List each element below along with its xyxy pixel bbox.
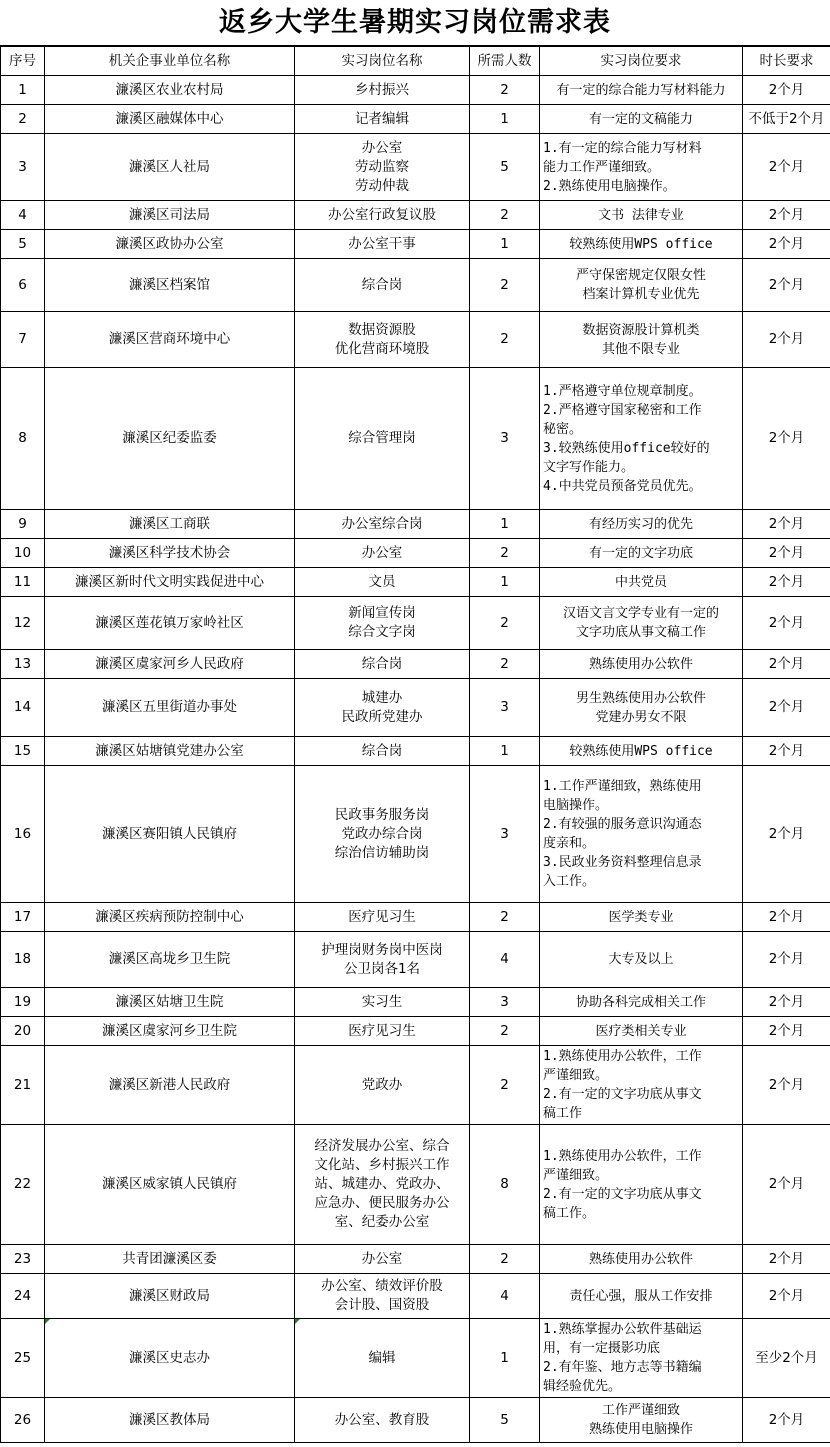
cell-requirements [540, 259, 743, 312]
requirement-line: 熟练使用办公软件 [588, 656, 693, 672]
cell-post [295, 76, 470, 105]
cell-count: 2 [470, 597, 540, 650]
post-line: 办公室 [361, 544, 403, 561]
cell-no: 24 [1, 1274, 45, 1319]
cell-post [295, 1046, 470, 1125]
requirement-line: 3.民政业务资料整理信息录 [543, 855, 702, 870]
requirement-line: 医学类专业 [608, 909, 674, 925]
post-line: 民政事务服务岗 [334, 806, 430, 823]
cell-count: 3 [470, 766, 540, 903]
cell-count: 5 [470, 1398, 540, 1443]
cell-post [295, 597, 470, 650]
requirement-line: 汉语文言文学专业有一定的 [562, 606, 719, 621]
cell-post [295, 1274, 470, 1319]
cell-post [295, 1017, 470, 1046]
cell-unit: 濂溪区工商联 [45, 510, 295, 539]
cell-duration: 2个月 [743, 76, 830, 105]
cell-unit: 濂溪区人社局 [45, 134, 295, 201]
cell-requirements [540, 76, 743, 105]
cell-duration: 2个月 [743, 1398, 830, 1443]
requirement-line: 责任心强，服从工作安排 [569, 1288, 713, 1304]
requirement-line: 文字功底从事文稿工作 [575, 625, 706, 640]
cell-unit: 濂溪区新时代文明实践促进中心 [45, 568, 295, 597]
cell-requirements [540, 650, 743, 679]
table-row [1, 650, 830, 679]
table-row [1, 737, 830, 766]
cell-post [295, 737, 470, 766]
table-row [1, 1125, 830, 1245]
cell-unit: 濂溪区史志办 [45, 1319, 295, 1398]
requirement-line: 1.熟练使用办公软件，工作 [543, 1049, 702, 1064]
header-duration: 时长要求 [743, 47, 830, 76]
post-line: 办公室、绩效评价股 [321, 1278, 443, 1294]
requirement-line: 4.中共党员预备党员优先。 [543, 478, 702, 494]
cell-count: 1 [470, 568, 540, 597]
post-line: 民政所党建办 [341, 708, 423, 725]
cell-unit: 濂溪区五里街道办事处 [45, 679, 295, 737]
cell-no: 7 [1, 312, 45, 368]
requirement-line: 档案计算机专业优先 [582, 287, 700, 302]
cell-post [295, 134, 470, 201]
post-line: 综合文字岗 [348, 624, 416, 640]
requirement-line: 较熟练使用WPS office [569, 743, 713, 759]
cell-duration: 至少2个月 [743, 1319, 830, 1398]
cell-duration: 2个月 [743, 539, 830, 568]
post-line: 医疗见习生 [348, 1022, 416, 1039]
requirement-line: 2.严格遵守国家秘密和工作 [543, 402, 702, 418]
cell-count: 1 [470, 230, 540, 259]
cell-no: 6 [1, 259, 45, 312]
cell-post [295, 201, 470, 230]
cell-duration: 2个月 [743, 679, 830, 737]
cell-requirements [540, 1125, 743, 1245]
post-line: 编辑 [368, 1349, 396, 1366]
cell-post [295, 1319, 470, 1398]
cell-count: 3 [470, 368, 540, 510]
requirement-line: 有一定的文字功底 [588, 545, 693, 561]
cell-no: 8 [1, 368, 45, 510]
table-row [1, 679, 830, 737]
post-line: 劳动仲裁 [355, 177, 409, 194]
cell-duration: 2个月 [743, 988, 830, 1017]
requirement-line: 电脑操作。 [543, 798, 609, 813]
cell-no: 11 [1, 568, 45, 597]
cell-unit: 濂溪区新港人民政府 [45, 1046, 295, 1125]
post-line: 室、纪委办公室 [334, 1214, 430, 1230]
cell-count: 4 [470, 932, 540, 988]
cell-count: 2 [470, 539, 540, 568]
cell-duration: 2个月 [743, 134, 830, 201]
cell-no: 4 [1, 201, 45, 230]
cell-unit: 濂溪区科学技术协会 [45, 539, 295, 568]
cell-unit: 濂溪区高垅乡卫生院 [45, 932, 295, 988]
table-row [1, 105, 830, 134]
cell-unit: 濂溪区财政局 [45, 1274, 295, 1319]
table-row [1, 368, 830, 510]
requirement-line: 文字写作能力。 [543, 459, 635, 475]
cell-no: 13 [1, 650, 45, 679]
cell-no: 9 [1, 510, 45, 539]
cell-requirements [540, 1046, 743, 1125]
requirement-line: 文书 法律专业 [598, 207, 684, 223]
cell-count: 1 [470, 737, 540, 766]
cell-count: 2 [470, 1046, 540, 1125]
cell-unit: 濂溪区莲花镇万家岭社区 [45, 597, 295, 650]
header-requirements: 实习岗位要求 [540, 47, 743, 76]
cell-requirements [540, 312, 743, 368]
requirement-line: 熟练使用电脑操作 [588, 1422, 693, 1437]
cell-duration: 2个月 [743, 1245, 830, 1274]
post-line: 综合管理岗 [348, 430, 416, 446]
requirement-line: 秘密。 [543, 421, 583, 437]
post-line: 办公室干事 [348, 235, 416, 252]
page-title: 返乡大学生暑期实习岗位需求表 [0, 0, 830, 46]
cell-post [295, 368, 470, 510]
requirement-line: 用，有一定摄影功底 [543, 1341, 661, 1356]
header-post: 实习岗位名称 [295, 47, 470, 76]
cell-no: 21 [1, 1046, 45, 1125]
table-row [1, 1319, 830, 1398]
cell-count: 3 [470, 679, 540, 737]
requirement-line: 稿工作。 [543, 1205, 596, 1221]
cell-unit: 濂溪区疾病预防控制中心 [45, 903, 295, 932]
cell-requirements [540, 134, 743, 201]
table-row [1, 988, 830, 1017]
post-line: 城建办 [361, 689, 403, 706]
cell-post [295, 105, 470, 134]
post-line: 数据资源股 [348, 321, 416, 338]
post-line: 经济发展办公室、综合 [314, 1138, 450, 1154]
post-line: 党政办综合岗 [341, 825, 423, 842]
cell-requirements [540, 510, 743, 539]
requirement-line: 度亲和。 [543, 836, 596, 851]
requirement-line: 有经历实习的优先 [588, 516, 693, 532]
cell-post [295, 903, 470, 932]
cell-no: 3 [1, 134, 45, 201]
table-row [1, 597, 830, 650]
table-row [1, 1046, 830, 1125]
cell-duration: 2个月 [743, 650, 830, 679]
cell-requirements [540, 568, 743, 597]
requirement-line: 协助各科完成相关工作 [575, 994, 706, 1010]
cell-no: 19 [1, 988, 45, 1017]
cell-unit: 共青团濂溪区委 [45, 1245, 295, 1274]
cell-post [295, 932, 470, 988]
cell-post [295, 539, 470, 568]
cell-post [295, 1125, 470, 1245]
cell-requirements [540, 539, 743, 568]
post-line: 护理岗财务岗中医岗 [321, 941, 443, 958]
table-row [1, 539, 830, 568]
cell-duration: 2个月 [743, 510, 830, 539]
cell-duration: 2个月 [743, 1125, 830, 1245]
requirement-line: 2.有一定的文字功底从事文 [543, 1087, 702, 1102]
requirement-line: 2.有一定的文字功底从事文 [543, 1186, 702, 1202]
table-header-row [1, 47, 830, 76]
post-line: 党政办 [361, 1076, 403, 1093]
cell-no: 16 [1, 766, 45, 903]
post-line: 办公室综合岗 [341, 515, 423, 532]
cell-count: 2 [470, 259, 540, 312]
cell-count: 8 [470, 1125, 540, 1245]
requirement-line: 1.有一定的综合能力写材料 [543, 140, 702, 156]
cell-count: 2 [470, 76, 540, 105]
cell-count: 5 [470, 134, 540, 201]
cell-count: 2 [470, 1017, 540, 1046]
cell-requirements [540, 1319, 743, 1398]
requirement-line: 1.熟练掌握办公软件基础运 [543, 1322, 702, 1337]
post-line: 实习生 [361, 993, 403, 1010]
cell-count: 1 [470, 105, 540, 134]
cell-no: 12 [1, 597, 45, 650]
cell-unit: 濂溪区姑塘卫生院 [45, 988, 295, 1017]
cell-unit: 濂溪区赛阳镇人民镇府 [45, 766, 295, 903]
requirement-line: 熟练使用办公软件 [588, 1251, 693, 1267]
cell-unit: 濂溪区姑塘镇党建办公室 [45, 737, 295, 766]
cell-count: 3 [470, 988, 540, 1017]
requirement-line: 有一定的文稿能力 [588, 111, 693, 127]
cell-count: 2 [470, 201, 540, 230]
cell-no: 1 [1, 76, 45, 105]
cell-requirements [540, 105, 743, 134]
cell-duration: 2个月 [743, 1274, 830, 1319]
post-line: 优化营商环境股 [334, 340, 430, 357]
cell-requirements [540, 201, 743, 230]
post-line: 办公室 [361, 139, 403, 156]
post-line: 站、城建办、党政办、 [314, 1176, 450, 1192]
cell-no: 25 [1, 1319, 45, 1398]
cell-unit: 濂溪区农业农村局 [45, 76, 295, 105]
post-line: 综合岗 [361, 276, 403, 293]
requirement-line: 1.工作严谨细致，熟练使用 [543, 779, 702, 794]
table-row [1, 230, 830, 259]
cell-duration: 2个月 [743, 201, 830, 230]
requirement-line: 大专及以上 [608, 952, 674, 967]
cell-count: 2 [470, 1245, 540, 1274]
post-line: 办公室 [361, 1250, 403, 1267]
cell-post [295, 766, 470, 903]
cell-unit: 濂溪区虞家河乡卫生院 [45, 1017, 295, 1046]
cell-duration: 2个月 [743, 1017, 830, 1046]
cell-duration: 2个月 [743, 766, 830, 903]
post-line: 文员 [368, 573, 396, 590]
post-line: 办公室行政复议股 [328, 206, 436, 223]
cell-post [295, 1245, 470, 1274]
cell-no: 20 [1, 1017, 45, 1046]
post-line: 会计股、国资股 [334, 1297, 430, 1313]
cell-requirements [540, 903, 743, 932]
table-row [1, 1245, 830, 1274]
cell-unit: 濂溪区政协办公室 [45, 230, 295, 259]
cell-unit: 濂溪区教体局 [45, 1398, 295, 1443]
post-line: 劳动监察 [355, 158, 409, 175]
header-no: 序号 [1, 47, 45, 76]
cell-count: 4 [470, 1274, 540, 1319]
post-line: 公卫岗各1名 [343, 960, 421, 977]
cell-post [295, 259, 470, 312]
requirement-line: 入工作。 [543, 874, 596, 889]
cell-requirements [540, 230, 743, 259]
cell-duration: 2个月 [743, 568, 830, 597]
table-row [1, 201, 830, 230]
requirement-line: 工作严谨细致 [601, 1403, 680, 1418]
cell-no: 5 [1, 230, 45, 259]
requirement-line: 2.熟练使用电脑操作。 [543, 178, 676, 194]
table-row [1, 932, 830, 988]
post-line: 办公室、教育股 [334, 1411, 430, 1428]
cell-requirements [540, 737, 743, 766]
cell-duration: 2个月 [743, 903, 830, 932]
cell-post [295, 312, 470, 368]
cell-requirements [540, 766, 743, 903]
header-unit: 机关企事业单位名称 [45, 47, 295, 76]
cell-unit: 濂溪区威家镇人民镇府 [45, 1125, 295, 1245]
table-row [1, 134, 830, 201]
post-line: 医疗见习生 [348, 908, 416, 925]
cell-no: 15 [1, 737, 45, 766]
table-row [1, 1274, 830, 1319]
requirement-line: 2.有年鉴、地方志等书籍编 [543, 1360, 702, 1375]
cell-no: 17 [1, 903, 45, 932]
cell-requirements [540, 368, 743, 510]
cell-post [295, 679, 470, 737]
requirement-line: 数据资源股计算机类 [582, 322, 700, 338]
cell-count: 2 [470, 312, 540, 368]
post-line: 乡村振兴 [355, 81, 409, 98]
table-row [1, 766, 830, 903]
cell-no: 10 [1, 539, 45, 568]
requirement-line: 较熟练使用WPS office [569, 236, 713, 252]
requirement-line: 3.较熟练使用office较好的 [543, 440, 710, 456]
requirement-line: 2.有较强的服务意识沟通态 [543, 817, 702, 832]
requirement-line: 稿工作 [543, 1106, 583, 1121]
cell-unit: 濂溪区营商环境中心 [45, 312, 295, 368]
cell-duration: 2个月 [743, 312, 830, 368]
cell-unit: 濂溪区档案馆 [45, 259, 295, 312]
table-row [1, 1398, 830, 1443]
requirement-line: 医疗类相关专业 [595, 1023, 687, 1039]
header-count: 所需人数 [470, 47, 540, 76]
requirement-line: 能力工作严谨细致。 [543, 159, 661, 175]
requirement-line: 中共党员 [614, 574, 667, 590]
post-line: 综合岗 [361, 742, 403, 759]
cell-duration: 2个月 [743, 259, 830, 312]
cell-no: 23 [1, 1245, 45, 1274]
requirement-line: 其他不限专业 [601, 341, 680, 357]
cell-unit: 濂溪区司法局 [45, 201, 295, 230]
table-row [1, 312, 830, 368]
table-row [1, 903, 830, 932]
table-row [1, 259, 830, 312]
requirement-line: 辑经验优先。 [543, 1379, 622, 1394]
cell-post [295, 988, 470, 1017]
post-line: 综合岗 [361, 655, 403, 672]
cell-no: 14 [1, 679, 45, 737]
cell-duration: 不低于2个月 [743, 105, 830, 134]
cell-post [295, 230, 470, 259]
cell-post [295, 1398, 470, 1443]
cell-requirements [540, 1398, 743, 1443]
cell-no: 26 [1, 1398, 45, 1443]
cell-no: 2 [1, 105, 45, 134]
table-row [1, 76, 830, 105]
requirement-line: 党建办男女不限 [595, 709, 687, 725]
table-row [1, 510, 830, 539]
cell-post [295, 650, 470, 679]
requirement-line: 严谨细致。 [543, 1167, 609, 1183]
cell-no: 22 [1, 1125, 45, 1245]
cell-count: 1 [470, 510, 540, 539]
cell-duration: 2个月 [743, 230, 830, 259]
cell-unit: 濂溪区融媒体中心 [45, 105, 295, 134]
cell-duration: 2个月 [743, 737, 830, 766]
cell-post [295, 510, 470, 539]
post-line: 应急办、便民服务办公 [314, 1195, 450, 1211]
internship-table [0, 46, 830, 1443]
post-line: 记者编辑 [355, 110, 409, 127]
cell-duration: 2个月 [743, 932, 830, 988]
cell-no: 18 [1, 932, 45, 988]
cell-requirements [540, 1017, 743, 1046]
cell-requirements [540, 1245, 743, 1274]
post-line: 文化站、乡村振兴工作 [314, 1157, 450, 1173]
cell-requirements [540, 597, 743, 650]
requirement-line: 严谨细致。 [543, 1068, 609, 1083]
cell-requirements [540, 1274, 743, 1319]
post-line: 新闻宣传岗 [348, 605, 416, 621]
cell-post [295, 568, 470, 597]
cell-count: 2 [470, 650, 540, 679]
cell-unit: 濂溪区纪委监委 [45, 368, 295, 510]
cell-requirements [540, 932, 743, 988]
post-line: 综治信访辅助岗 [334, 844, 430, 861]
table-row [1, 568, 830, 597]
requirement-line: 1.严格遵守单位规章制度。 [543, 383, 702, 399]
table-row [1, 1017, 830, 1046]
cell-duration: 2个月 [743, 1046, 830, 1125]
cell-count: 1 [470, 1319, 540, 1398]
requirement-line: 严守保密规定仅限女性 [575, 268, 706, 283]
cell-requirements [540, 679, 743, 737]
cell-unit: 濂溪区虞家河乡人民政府 [45, 650, 295, 679]
cell-count: 2 [470, 903, 540, 932]
requirement-line: 有一定的综合能力写材料能力 [556, 82, 726, 98]
cell-requirements [540, 988, 743, 1017]
requirement-line: 1.熟练使用办公软件，工作 [543, 1148, 702, 1164]
requirement-line: 男生熟练使用办公软件 [575, 690, 706, 706]
cell-duration: 2个月 [743, 368, 830, 510]
cell-duration: 2个月 [743, 597, 830, 650]
